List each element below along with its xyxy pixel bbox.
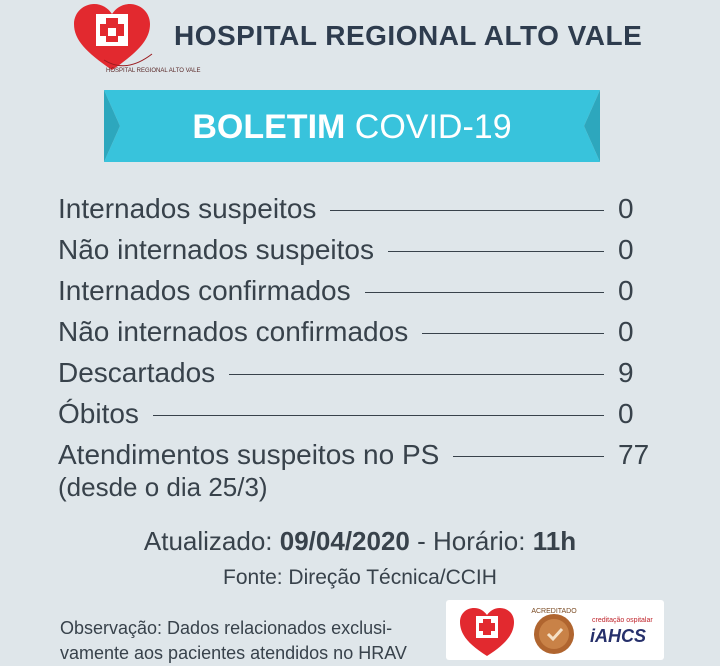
stat-row xyxy=(58,188,658,229)
stat-row xyxy=(58,393,658,434)
accredited-seal xyxy=(526,604,582,660)
update-time: 11h xyxy=(532,526,577,556)
leader-line xyxy=(365,292,604,293)
leader-line xyxy=(453,456,604,457)
stat-label: Descartados xyxy=(58,356,216,388)
observation-note: Observação: Dados relacionados exclusi-vamente aos pacientes atendidos no HRAV xyxy=(60,618,407,663)
header xyxy=(60,0,720,80)
hospital-title: HOSPITAL REGIONAL ALTO VALE xyxy=(174,20,643,51)
source-line: Fonte: Direção Técnica/CCIH xyxy=(223,566,497,589)
accreditation-badges xyxy=(446,600,664,660)
banner-word-boletim: BOLETIM xyxy=(192,108,346,146)
leader-line xyxy=(388,251,604,252)
stat-label: Internados suspeitos xyxy=(58,192,317,224)
stat-row xyxy=(58,229,658,270)
stat-row xyxy=(58,270,658,311)
accredited-text: ACREDITADO xyxy=(531,608,577,615)
hospital-logo xyxy=(66,0,201,78)
stat-row xyxy=(58,352,658,393)
leader-line xyxy=(330,210,604,211)
leader-line xyxy=(153,415,604,416)
stat-value: 0 xyxy=(618,397,634,429)
stat-value: 77 xyxy=(618,438,650,470)
leader-line xyxy=(229,374,604,375)
stats-list xyxy=(58,188,658,506)
ahcs-logo xyxy=(586,604,658,660)
ahcs-text: iAHCS xyxy=(590,626,647,646)
stat-value: 9 xyxy=(618,356,634,388)
stat-value: 0 xyxy=(618,233,634,265)
update-date: 09/04/2020 xyxy=(279,526,410,556)
stat-label: Não internados suspeitos xyxy=(58,233,374,265)
stat-label: Internados confirmados xyxy=(58,274,351,306)
stat-row xyxy=(58,434,658,475)
hospital-logo-small xyxy=(456,604,518,660)
stat-value: 0 xyxy=(618,274,634,306)
leader-line xyxy=(422,333,604,334)
logo-caption: HOSPITAL REGIONAL ALTO VALE xyxy=(106,68,201,74)
stat-value: 0 xyxy=(618,315,634,347)
update-time-prefix: - Horário: xyxy=(417,526,526,556)
stat-row xyxy=(58,311,658,352)
banner-word-covid: COVID-19 xyxy=(354,108,512,146)
ahcs-caption: creditação ospitalar xyxy=(592,617,653,624)
since-note: (desde o dia 25/3) xyxy=(58,472,268,502)
update-line xyxy=(0,526,720,557)
stat-label: Não internados confirmados xyxy=(58,315,409,347)
stat-label: Atendimentos suspeitos no PS xyxy=(58,438,440,470)
update-prefix: Atualizado: xyxy=(143,526,273,556)
banner-title xyxy=(104,108,600,147)
stat-label: Óbitos xyxy=(58,397,139,429)
stat-value: 0 xyxy=(618,192,634,224)
